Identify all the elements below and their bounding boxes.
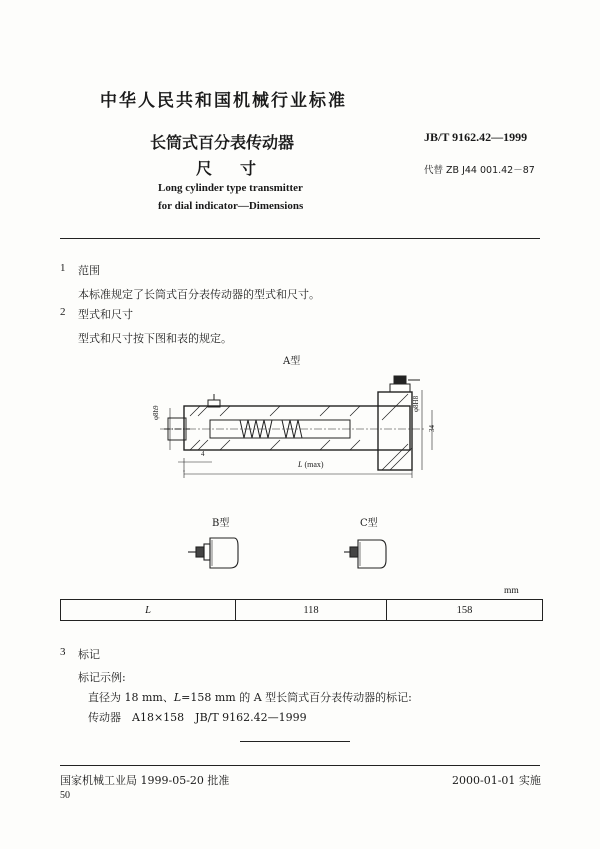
table-value-cell: 158: [456, 604, 473, 616]
type-b-drawing: [186, 532, 246, 572]
dim-34: 34: [428, 425, 436, 432]
dim-L-label: [298, 460, 324, 469]
section-2-number: 2: [60, 306, 66, 318]
dimension-table: [60, 599, 543, 621]
figure-c-label: C型: [360, 518, 378, 529]
section-1-text: 本标准规定了长筒式百分表传动器的型式和尺寸。: [78, 288, 320, 301]
table-value-cell: 118: [236, 600, 387, 620]
marking-line-l: L: [173, 691, 182, 704]
section-3-number: 3: [60, 646, 66, 658]
section-2-title: 型式和尺寸: [78, 308, 133, 321]
standard-body-heading: 中华人民共和国机械行业标准: [100, 91, 347, 111]
section-3-title: 标记: [78, 648, 100, 661]
marking-line-post: =158 mm 的 A 型长筒式百分表传动器的标记:: [181, 691, 412, 704]
section-1-number: 1: [60, 262, 66, 274]
dim-phi-right: φ8H8: [412, 395, 420, 412]
marking-line-pre: 直径为 18 mm、: [88, 691, 174, 704]
replaces-note: 代替 ZB J44 001.42－87: [424, 165, 535, 176]
footer-effective: 2000-01-01 实施: [452, 774, 541, 787]
table-header-cell: L: [61, 600, 236, 620]
dim-phi-left: φ8h9: [152, 405, 160, 420]
type-a-drawing: [150, 370, 450, 495]
dim-4: 4: [201, 450, 205, 458]
dim-L: L: [298, 460, 303, 469]
page-number: 50: [60, 790, 70, 801]
marking-description: [88, 689, 412, 705]
footer-rule: [60, 765, 540, 766]
dim-L-max: (max): [304, 460, 324, 469]
marking-example-label: 标记示例:: [78, 671, 126, 684]
section-2-text: 型式和尺寸按下图和表的规定。: [78, 332, 232, 345]
title-en-line1: Long cylinder type transmitter: [158, 182, 303, 194]
title-cn-line1: 长筒式百分表传动器: [150, 133, 295, 152]
footer-issuer: 国家机械工业局 1999-05-20 批准: [60, 774, 230, 787]
type-c-drawing: [340, 532, 400, 572]
marking-designation: 传动器 A18×158 JB/T 9162.42—1999: [88, 711, 307, 724]
section-1-title: 范围: [78, 264, 100, 277]
figure-b-label: B型: [212, 518, 230, 529]
standard-number: JB/T 9162.42—1999: [424, 130, 528, 144]
title-en-line2: for dial indicator—Dimensions: [158, 200, 304, 212]
table-unit: mm: [504, 586, 519, 596]
end-rule: [240, 741, 350, 742]
header-rule: [60, 238, 540, 239]
title-cn-line2: 尺寸: [196, 159, 285, 178]
figure-a-label: A型: [283, 356, 301, 367]
